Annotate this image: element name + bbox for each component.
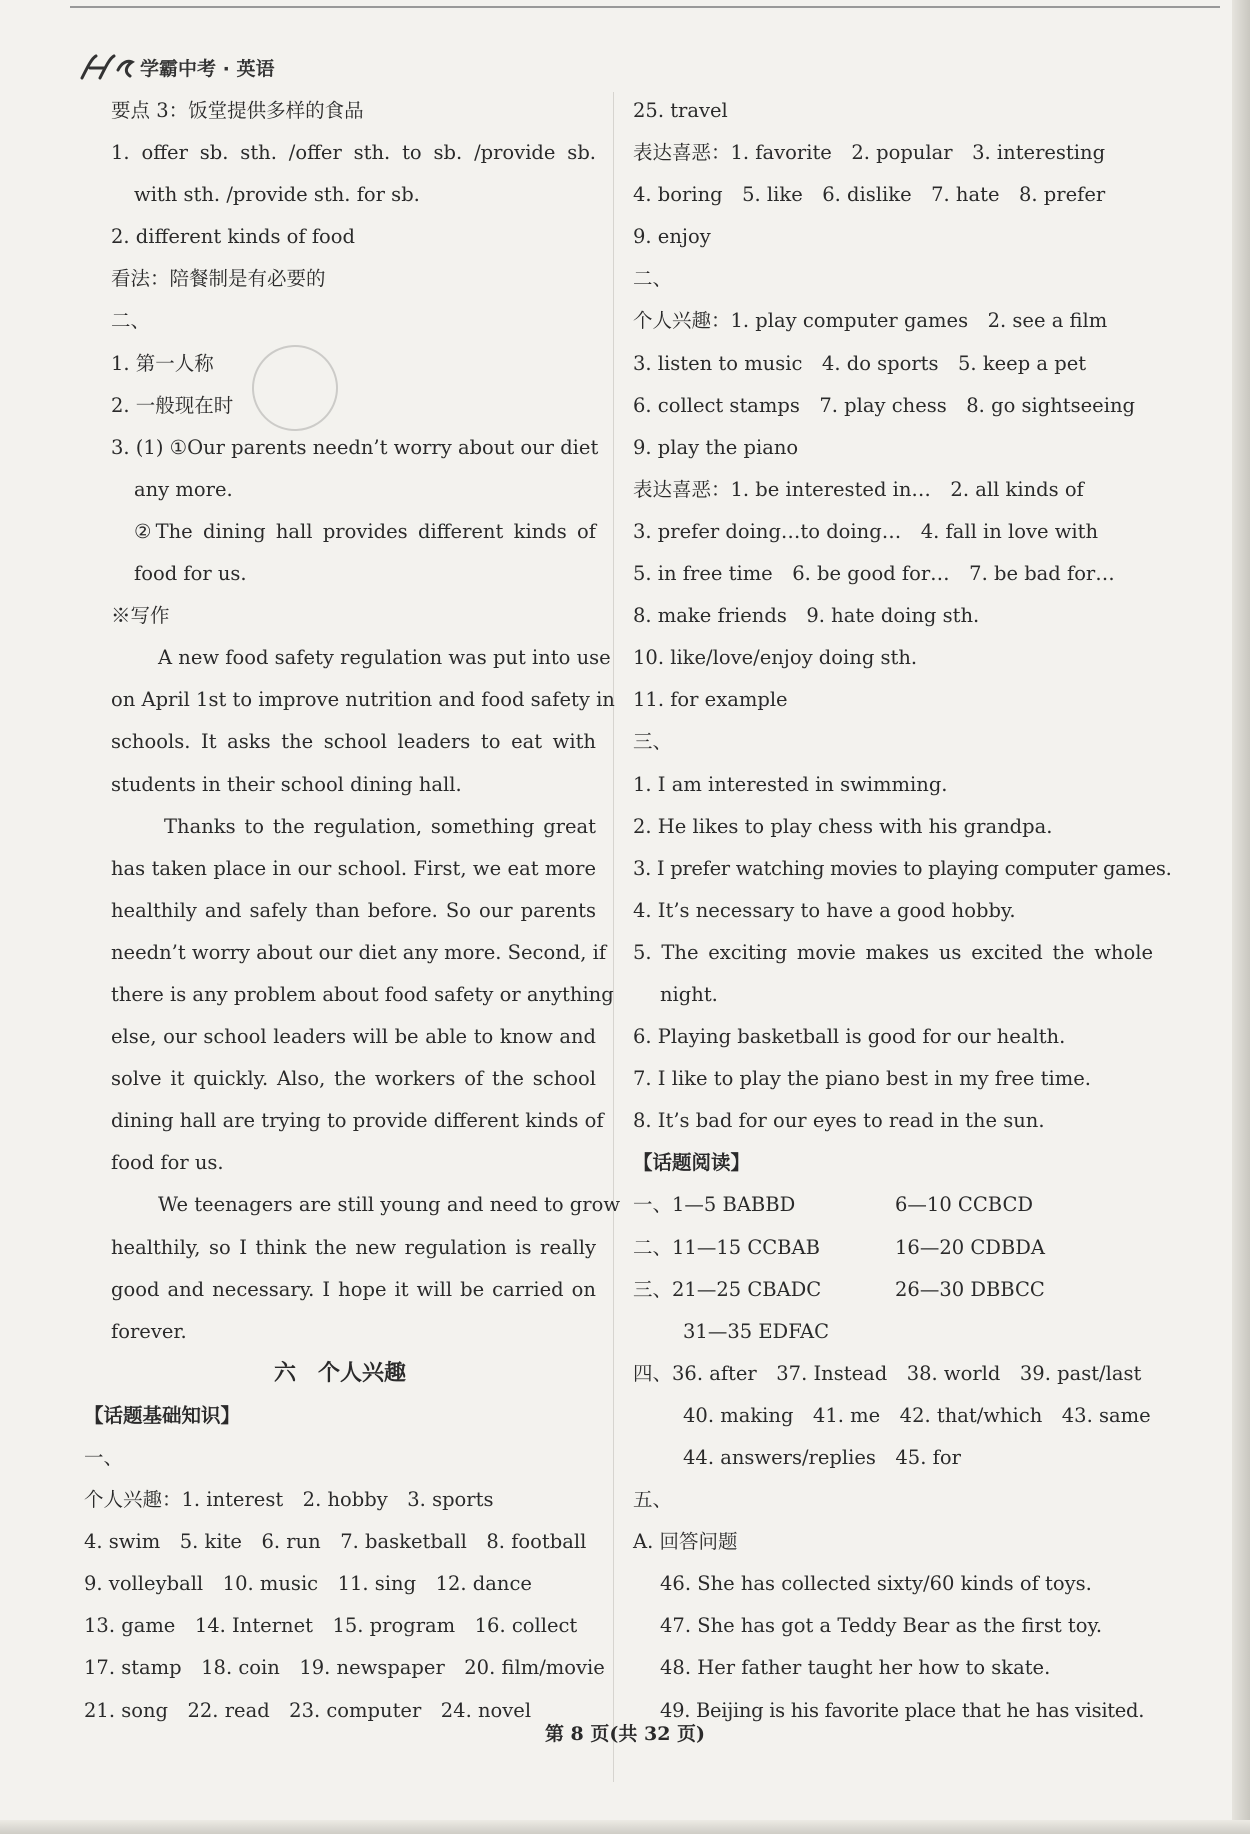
text-line: 21. song 22. read 23. computer 24. novel bbox=[84, 1698, 532, 1722]
text-line: 二、 bbox=[111, 309, 151, 333]
text-line: 3. (1) ①Our parents needn’t worry about our diet bbox=[111, 435, 599, 459]
essay-line: schools. It asks the school leaders to eat with bbox=[111, 730, 596, 754]
page-footer: 第 8 页(共 32 页) bbox=[544, 1723, 706, 1745]
text-line: 要点 3：饭堂提供多样的食品 bbox=[111, 99, 364, 122]
text-line: 49. Beijing is his favorite place that he has visited. bbox=[660, 1698, 1145, 1722]
text-line: 2. different kinds of food bbox=[111, 225, 356, 249]
text-line: 2. He likes to play chess with his grandpa. bbox=[633, 814, 1053, 838]
text-line: 5. in free time 6. be good for… 7. be bad for… bbox=[633, 562, 1115, 586]
text-line: 11. for example bbox=[633, 688, 788, 712]
text-line: 1. I am interested in swimming. bbox=[633, 772, 948, 796]
left-column bbox=[84, 90, 621, 1732]
essay-line: solve it quickly. Also, the workers of the school bbox=[111, 1067, 596, 1091]
text-line: with sth. /provide sth. for sb. bbox=[134, 183, 420, 207]
text-line: 6. collect stamps 7. play chess 8. go sightseeing bbox=[633, 393, 1135, 417]
text-line: 9. enjoy bbox=[633, 225, 711, 249]
text-line: 1. 第一人称 bbox=[111, 351, 214, 375]
brand-title: 学霸中考 · 英语 bbox=[140, 57, 275, 80]
essay-line: forever. bbox=[111, 1319, 187, 1343]
essay-line: needn’t worry about our diet any more. Second, if bbox=[111, 940, 607, 964]
essay-line: We teenagers are still young and need to grow bbox=[158, 1193, 621, 1217]
section-title: 六 个人兴趣 bbox=[273, 1360, 406, 1386]
right-column bbox=[633, 90, 1172, 1732]
answer-group: 16—20 CDBDA bbox=[895, 1235, 1045, 1259]
essay-line: on April 1st to improve nutrition and food safety in bbox=[111, 688, 615, 712]
text-line: 3. I prefer watching movies to playing computer games. bbox=[633, 856, 1172, 880]
text-line: 二、 bbox=[633, 267, 673, 291]
text-line: A. 回答问题 bbox=[633, 1530, 738, 1554]
text-line: any more. bbox=[134, 477, 233, 501]
brand-logo-icon bbox=[78, 52, 136, 82]
text-line: 三、 bbox=[633, 730, 673, 754]
essay-line: students in their school dining hall. bbox=[111, 772, 462, 796]
text-line: food for us. bbox=[134, 562, 247, 586]
text-line: 31—35 EDFAC bbox=[683, 1319, 830, 1343]
answer-group: 三、21—25 CBADC bbox=[633, 1277, 822, 1301]
text-line: 3. prefer doing…to doing… 4. fall in love with bbox=[633, 519, 1099, 543]
text-line: 1. offer sb. sth. /offer sth. to sb. /provide sb. bbox=[111, 141, 596, 165]
answer-group: 6—10 CCBCD bbox=[895, 1193, 1034, 1217]
text-line: 个人兴趣：1. interest 2. hobby 3. sports bbox=[84, 1488, 494, 1512]
page-edge-shadow bbox=[1232, 0, 1250, 1834]
text-line: 四、36. after 37. Instead 38. world 39. past/last bbox=[633, 1361, 1142, 1385]
answer-group: 26—30 DBBCC bbox=[895, 1277, 1045, 1301]
text-line: 9. volleyball 10. music 11. sing 12. dance bbox=[84, 1572, 532, 1596]
text-line: 4. boring 5. like 6. dislike 7. hate 8. prefer bbox=[633, 183, 1106, 207]
essay-line: has taken place in our school. First, we eat more bbox=[111, 856, 596, 880]
answer-row bbox=[633, 1269, 1153, 1311]
text-line: 8. make friends 9. hate doing sth. bbox=[633, 604, 980, 628]
text-line: 48. Her father taught her how to skate. bbox=[660, 1656, 1051, 1680]
essay-line: food for us. bbox=[111, 1151, 224, 1175]
text-line: 40. making 41. me 42. that/which 43. same bbox=[683, 1403, 1151, 1427]
essay-line: else, our school leaders will be able to know and bbox=[111, 1025, 596, 1049]
text-line: 2. 一般现在时 bbox=[111, 393, 234, 417]
answer-group: 二、11—15 CCBAB bbox=[633, 1235, 820, 1259]
page-edge-shadow bbox=[0, 1820, 1250, 1834]
header-brand bbox=[78, 50, 274, 84]
text-line: 看法：陪餐制是有必要的 bbox=[111, 267, 326, 291]
text-line: 10. like/love/enjoy doing sth. bbox=[633, 646, 918, 670]
text-line: 表达喜恶：1. be interested in… 2. all kinds of bbox=[633, 477, 1084, 501]
text-line: 7. I like to play the piano best in my free time. bbox=[633, 1067, 1091, 1091]
text-line: 6. Playing basketball is good for our health. bbox=[633, 1025, 1066, 1049]
answer-group: 一、1—5 BABBD bbox=[633, 1193, 796, 1217]
text-line: ②The dining hall provides different kinds of bbox=[134, 519, 596, 543]
answer-row bbox=[633, 1227, 1153, 1269]
text-line: 3. listen to music 4. do sports 5. keep a pet bbox=[633, 351, 1087, 375]
text-line: night. bbox=[660, 982, 718, 1006]
text-line: 47. She has got a Teddy Bear as the first toy. bbox=[660, 1614, 1103, 1638]
text-line: 9. play the piano bbox=[633, 435, 799, 459]
text-line: 五、 bbox=[633, 1488, 673, 1512]
text-line: 4. swim 5. kite 6. run 7. basketball 8. football bbox=[84, 1530, 587, 1554]
section-heading: 【话题阅读】 bbox=[633, 1151, 751, 1175]
text-line: 一、 bbox=[84, 1446, 124, 1469]
column-divider bbox=[613, 92, 614, 1782]
text-line: 个人兴趣：1. play computer games 2. see a film bbox=[633, 309, 1108, 333]
essay-line: good and necessary. I hope it will be carried on bbox=[111, 1277, 596, 1301]
text-line: 8. It’s bad for our eyes to read in the sun. bbox=[633, 1109, 1045, 1133]
text-line: 17. stamp 18. coin 19. newspaper 20. film/movie bbox=[84, 1656, 605, 1680]
text-line: 13. game 14. Internet 15. program 16. collect bbox=[84, 1614, 578, 1638]
essay-line: A new food safety regulation was put into use bbox=[158, 646, 611, 670]
section-heading: 【话题基础知识】 bbox=[84, 1403, 241, 1427]
text-line: 5. The exciting movie makes us excited the whole bbox=[633, 940, 1153, 964]
text-line: 表达喜恶：1. favorite 2. popular 3. interesting bbox=[633, 141, 1106, 165]
text-line: 4. It’s necessary to have a good hobby. bbox=[633, 898, 1016, 922]
essay-line: there is any problem about food safety or anything bbox=[111, 982, 614, 1006]
essay-line: healthily and safely than before. So our parents bbox=[111, 898, 596, 922]
section-heading: ※写作 bbox=[111, 604, 170, 628]
text-line: 44. answers/replies 45. for bbox=[683, 1446, 961, 1469]
top-rule bbox=[70, 6, 1220, 8]
text-line: 25. travel bbox=[633, 99, 728, 122]
text-line: 46. She has collected sixty/60 kinds of toys. bbox=[660, 1572, 1092, 1596]
essay-line: healthily, so I think the new regulation is really bbox=[111, 1235, 596, 1259]
essay-line: dining hall are trying to provide different kinds of bbox=[111, 1109, 604, 1133]
answer-row bbox=[633, 1184, 1153, 1226]
essay-line: Thanks to the regulation, something great bbox=[164, 814, 596, 838]
